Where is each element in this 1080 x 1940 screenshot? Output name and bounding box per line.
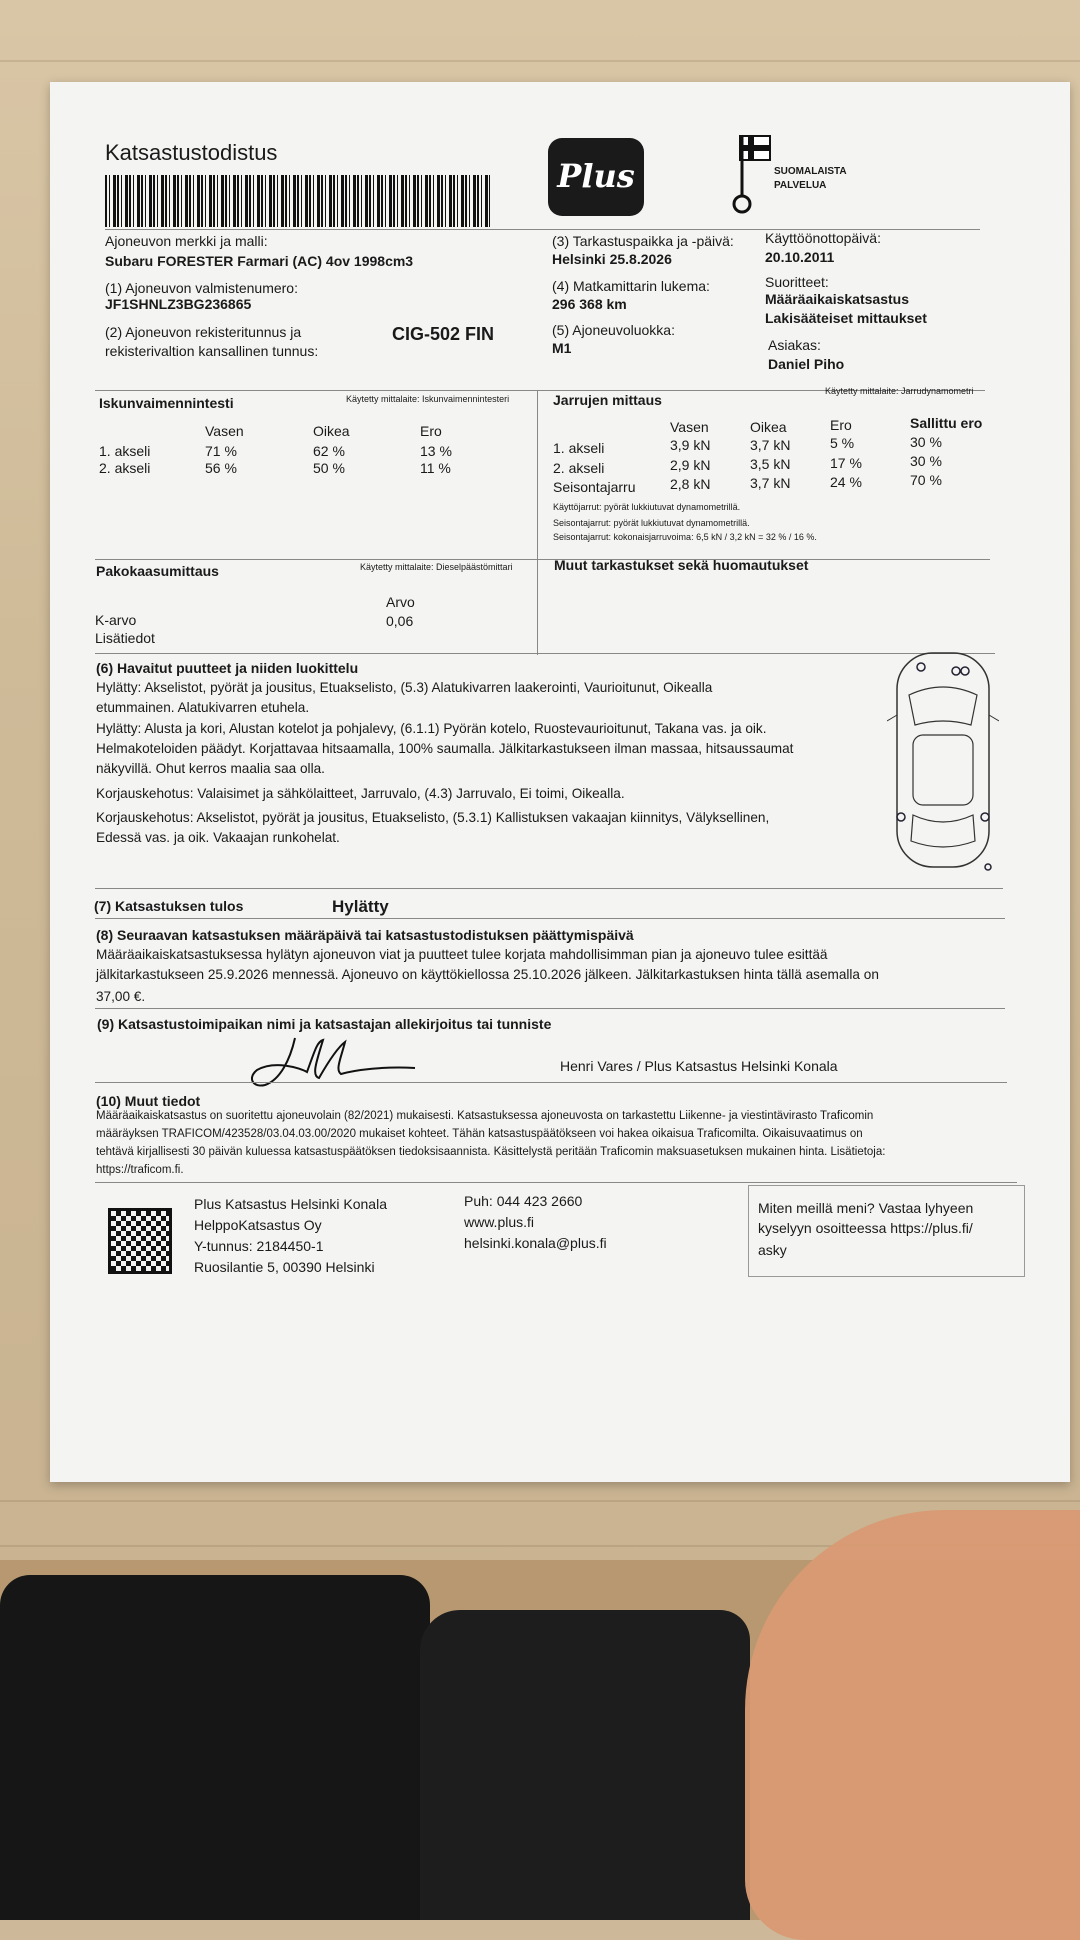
badge-line-1: SUOMALAISTA [774, 166, 847, 177]
divider [95, 559, 990, 560]
vin-label: (1) Ajoneuvon valmistenumero: [105, 280, 298, 296]
other-info-line: Määräaikaiskatsastus on suoritettu ajoneuvolain (82/2021) mukaisesti. Katsastuksessa ajoneuvosta on tarkastettu Liikenne- ja viestintävirasto Traficomin [96, 1110, 874, 1122]
divider [95, 888, 1003, 889]
brake-header-right: Oikea [750, 419, 787, 435]
qr-code [108, 1208, 172, 1274]
next-inspection-line: Määräaikaiskatsastuksessa hylätyn ajoneuvon viat ja puutteet tulee korjata mahdollisimman pian ja ajoneuvo tulee esittää [96, 947, 828, 962]
place-label: (3) Tarkastuspaikka ja -päivä: [552, 233, 734, 249]
shock-row-label: 1. akseli [99, 443, 151, 459]
shock-row-diff: 11 % [420, 460, 451, 476]
shock-header-right: Oikea [313, 423, 350, 439]
shock-test-title: Iskunvaimennintesti [99, 395, 234, 411]
shock-header-diff: Ero [420, 423, 442, 439]
other-info-title: (10) Muut tiedot [96, 1093, 201, 1109]
brake-row-label: Seisontajarru [553, 479, 636, 495]
shock-test-device: Käytetty mittalaite: Iskunvaimennintesteri [346, 394, 510, 404]
divider-vertical [537, 390, 538, 655]
brake-test-title: Jarrujen mittaus [553, 392, 662, 408]
brake-row-allowed: 70 % [910, 472, 942, 488]
finnish-flag-key-icon [732, 134, 772, 216]
brake-row-diff: 5 % [830, 435, 855, 451]
brake-row-label: 1. akseli [553, 440, 605, 456]
divider [95, 1082, 1007, 1083]
leg-left [0, 1575, 430, 1920]
exhaust-device: Käytetty mittalaite: Dieselpäästömittari [360, 562, 513, 572]
vin: JF1SHNLZ3BG236865 [105, 296, 252, 312]
defect-line: Korjauskehotus: Valaisimet ja sähkölaitteet, Jarruvalo, (4.3) Jarruvalo, Ei toimi, Oikealla. [96, 786, 625, 801]
brake-row-left: 2,8 kN [670, 476, 711, 492]
shock-row-diff: 13 % [420, 443, 452, 459]
brake-row-left: 2,9 kN [670, 457, 711, 473]
brake-header-left: Vasen [670, 419, 709, 435]
brake-row-diff: 17 % [830, 455, 862, 471]
divider [95, 918, 1005, 919]
performed-1: Määräaikaiskatsastus [765, 291, 909, 307]
document-title: Katsastustodistus [105, 140, 278, 165]
brake-note: Seisontajarrut: kokonaisjarruvoima: 6,5 kN / 3,2 kN = 32 % / 16 %. [553, 532, 817, 542]
signature-title: (9) Katsastustoimipaikan nimi ja katsastajan allekirjoitus tai tunniste [97, 1016, 552, 1032]
survey-line: asky [758, 1242, 787, 1258]
place: Helsinki 25.8.2026 [552, 251, 672, 267]
reg-label-1: (2) Ajoneuvon rekisteritunnus ja [105, 324, 302, 340]
brake-row-allowed: 30 % [910, 453, 942, 469]
other-info-line: https://traficom.fi. [96, 1164, 184, 1176]
defect-line: Korjauskehotus: Akselistot, pyörät ja jousitus, Etuakselisto, (5.3.1) Kallistuksen vakaajan kiinnitys, Välyksellinen, [96, 810, 770, 825]
exhaust-value-header: Arvo [386, 594, 415, 610]
barcode [105, 175, 490, 227]
address: Ruosilantie 5, 00390 Helsinki [194, 1259, 375, 1275]
registration-number: CIG-502 FIN [392, 324, 495, 344]
next-inspection-line: 37,00 €. [96, 989, 146, 1004]
other-info-line: tehtävä kirjallisesti 30 päivän kuluessa katsastuspäätöksen tiedoksisaannista. Käsittelystä peritään Traficomin maksuasetuksen mukainen hinta. Lisätietoja: [96, 1146, 886, 1158]
business-id: Y-tunnus: 2184450-1 [194, 1238, 324, 1254]
shock-row-right: 50 % [313, 460, 345, 476]
survey-line: Miten meillä meni? Vastaa lyhyeen [758, 1200, 974, 1216]
brake-header-allowed: Sallittu ero [910, 415, 983, 431]
wood-grain [0, 60, 1080, 62]
brake-row-right: 3,5 kN [750, 456, 791, 472]
divider [95, 1008, 1005, 1009]
brake-header-diff: Ero [830, 417, 852, 433]
defect-line: Edessä vas. ja oik. Vakaajan runkohelat. [96, 830, 340, 845]
defect-line: Helmakoteloiden päädyt. Korjattavaa hitsaamalla, 100% saumalla. Jälkitarkastukseen ilman massaa, hitsaussaumat [96, 741, 794, 756]
brake-test-device: Käytetty mittalaite: Jarrudynamometri [825, 386, 974, 396]
brake-row-diff: 24 % [830, 474, 862, 490]
make-model: Subaru FORESTER Farmari (AC) 4ov 1998cm3 [105, 253, 414, 269]
customer-label: Asiakas: [768, 337, 821, 353]
defect-line: etummainen. Alatukivarren etuhela. [96, 700, 310, 715]
brake-note: Seisontajarrut: pyörät lukkiutuvat dynamometrillä. [553, 518, 750, 528]
extra-info-label: Lisätiedot [95, 630, 155, 646]
car-diagram [887, 645, 999, 877]
customer: Daniel Piho [768, 356, 845, 372]
k-value: 0,06 [386, 613, 414, 629]
defect-line: Hylätty: Alusta ja kori, Alustan kotelot ja pohjalevy, (6.1.1) Pyörän kotelo, Ruostevaurioitunut, Takana vas. ja oik. [96, 721, 767, 736]
performed-label: Suoritteet: [765, 274, 829, 290]
shock-row-left: 56 % [205, 460, 237, 476]
other-checks-title: Muut tarkastukset sekä huomautukset [554, 557, 809, 573]
result-value: Hylätty [332, 897, 389, 916]
vehicle-class: M1 [552, 340, 572, 356]
brake-row-allowed: 30 % [910, 434, 942, 450]
defect-line: Hylätty: Akselistot, pyörät ja jousitus, Etuakselisto, (5.3) Alatukivarren laakerointi, Vaurioitunut, Oikealla [96, 680, 713, 695]
inspector-name: Henri Vares / Plus Katsastus Helsinki Konala [560, 1058, 838, 1074]
leg-right [420, 1610, 750, 1920]
shock-row-right: 62 % [313, 443, 345, 459]
phone: Puh: 044 423 2660 [464, 1193, 583, 1209]
performed-2: Lakisääteiset mittaukset [765, 310, 927, 326]
shock-row-left: 71 % [205, 443, 237, 459]
odometer: 296 368 km [552, 296, 627, 312]
plus-logo [548, 138, 644, 216]
intro-date: 20.10.2011 [765, 249, 835, 265]
next-inspection-line: jälkitarkastukseen 25.9.2026 mennessä. Ajoneuvo on käyttökiellossa 25.10.2026 jälkeen. Jälkitarkastuksen hinta tällä asemalla on [96, 967, 879, 982]
k-value-label: K-arvo [95, 612, 137, 628]
shock-row-label: 2. akseli [99, 460, 151, 476]
make-model-label: Ajoneuvon merkki ja malli: [105, 233, 268, 249]
handwritten-signature [245, 1030, 420, 1095]
email: helsinki.konala@plus.fi [464, 1235, 607, 1251]
company-name: Plus Katsastus Helsinki Konala [194, 1196, 387, 1212]
plus-logo-text: Plus [557, 157, 635, 195]
survey-line: kyselyyn osoitteessa https://plus.fi/ [758, 1220, 973, 1236]
brake-row-label: 2. akseli [553, 460, 605, 476]
brake-row-right: 3,7 kN [750, 475, 791, 491]
shock-header-left: Vasen [205, 423, 244, 439]
reg-label-2: rekisterivaltion kansallinen tunnus: [105, 343, 319, 359]
wood-grain [0, 1500, 1080, 1502]
brake-note: Käyttöjarrut: pyörät lukkiutuvat dynamometrillä. [553, 502, 741, 512]
company-legal-name: HelppoKatsastus Oy [194, 1217, 322, 1233]
defects-title: (6) Havaitut puutteet ja niiden luokittelu [96, 660, 359, 676]
exhaust-title: Pakokaasumittaus [96, 563, 219, 579]
divider [95, 1182, 1017, 1183]
result-label: (7) Katsastuksen tulos [94, 898, 244, 914]
website: www.plus.fi [464, 1214, 535, 1230]
other-info-line: määräyksen TRAFICOM/423528/03.04.03.00/2020 mukaiset kohteet. Tähän katsastuspäätökseen voi hakea oikaisua Traficomilta. Oikaisuvaatimus on [96, 1128, 863, 1140]
divider [95, 653, 995, 654]
vehicle-class-label: (5) Ajoneuvoluokka: [552, 322, 675, 338]
brake-row-right: 3,7 kN [750, 437, 791, 453]
brake-row-left: 3,9 kN [670, 437, 711, 453]
defect-line: näkyvillä. Ohut kerros maalia saa olla. [96, 761, 325, 776]
badge-line-2: PALVELUA [774, 180, 827, 191]
odometer-label: (4) Matkamittarin lukema: [552, 278, 710, 294]
next-inspection-title: (8) Seuraavan katsastuksen määräpäivä tai katsastustodistuksen päättymispäivä [96, 927, 634, 943]
intro-date-label: Käyttöönottopäivä: [765, 230, 881, 246]
